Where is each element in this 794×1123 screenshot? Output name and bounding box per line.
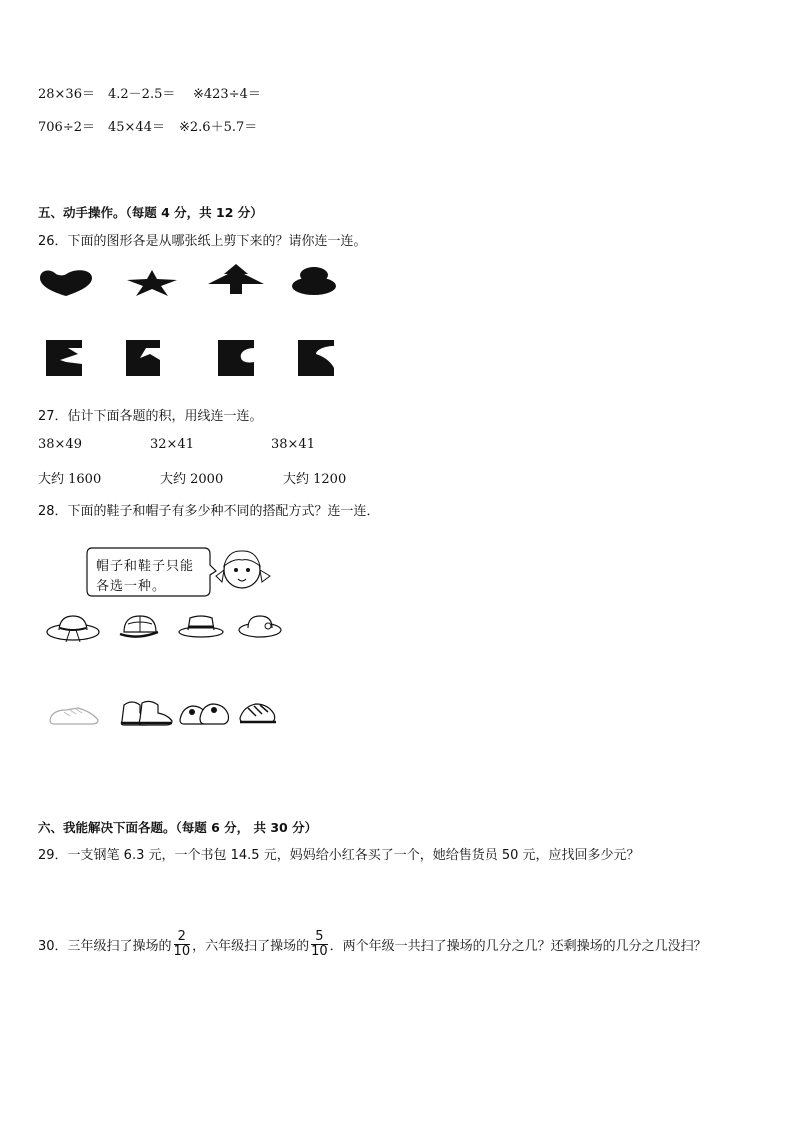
cap-icon [118,612,160,642]
calc-item: 28×36＝ [38,87,95,102]
calc-item: ※2.6＋5.7＝ [179,120,258,135]
tree-shape [208,264,264,294]
section5-heading: 五、动手操作。（每题 4 分，共 12 分） [38,205,263,220]
speech-line-1: 帽子和鞋子只能 [96,559,195,574]
q27-product: 38×41 [271,437,315,452]
q30-part-a: 30．三年级扫了操场的 [38,939,172,955]
flower-hat-icon [238,612,282,640]
star-shape [127,270,177,296]
boots-icon [118,697,174,729]
q27-product: 38×49 [38,437,82,452]
fraction-numerator: 2 [174,930,191,945]
paper-shape-2 [126,340,162,376]
fraction-denominator: 10 [173,944,191,960]
q30-part-b: ，六年级扫了操场的 [192,939,310,955]
calc-item: 706÷2＝ [38,120,95,135]
q27-product: 32×41 [150,437,194,452]
q27-text: 27．估计下面各题的积，用线连一连。 [38,409,263,424]
heart-shape [38,268,94,298]
calc-item: 4.2－2.5＝ [108,87,176,102]
fraction-5-10 [311,930,328,960]
paper-shape-3 [218,340,254,376]
sandal-icon [238,698,278,728]
q27-estimate: 大约 1600 [38,472,102,487]
section6-heading: 六、我能解决下面各题。（每题 6 分， 共 30 分） [38,820,318,835]
fraction-numerator: 5 [311,930,328,945]
paper-shape-1 [46,340,84,376]
sun-hat-icon [46,612,100,644]
q30-part-c: ．两个年级一共扫了操场的几分之几？还剩操场的几分之几没扫？ [329,939,707,955]
sneaker-icon [48,702,100,728]
speech-line-2: 各选一种。 [96,579,167,594]
girl-face-illustration [214,546,272,594]
q29-text: 29．一支钢笔 6.3 元，一个书包 14.5 元，妈妈给小红各买了一个，她给售货员 50 元，应找回多少元？ [38,848,640,863]
q30-line [38,930,707,960]
sport-shoes-icon [178,698,230,728]
calc-item: ※423÷4＝ [193,87,261,102]
q27-estimate: 大约 2000 [160,472,224,487]
fraction-denominator: 10 [311,944,328,960]
q28-text: 28．下面的鞋子和帽子有多少种不同的搭配方式？连一连． [38,504,380,519]
mushroom-shape [292,267,336,295]
calc-item: 45×44＝ [108,120,165,135]
paper-shape-4 [298,340,334,376]
fraction-2-10 [174,930,191,960]
fedora-hat-icon [178,612,224,640]
q27-estimate: 大约 1200 [283,472,347,487]
q26-text: 26．下面的图形各是从哪张纸上剪下来的？请你连一连。 [38,234,367,249]
